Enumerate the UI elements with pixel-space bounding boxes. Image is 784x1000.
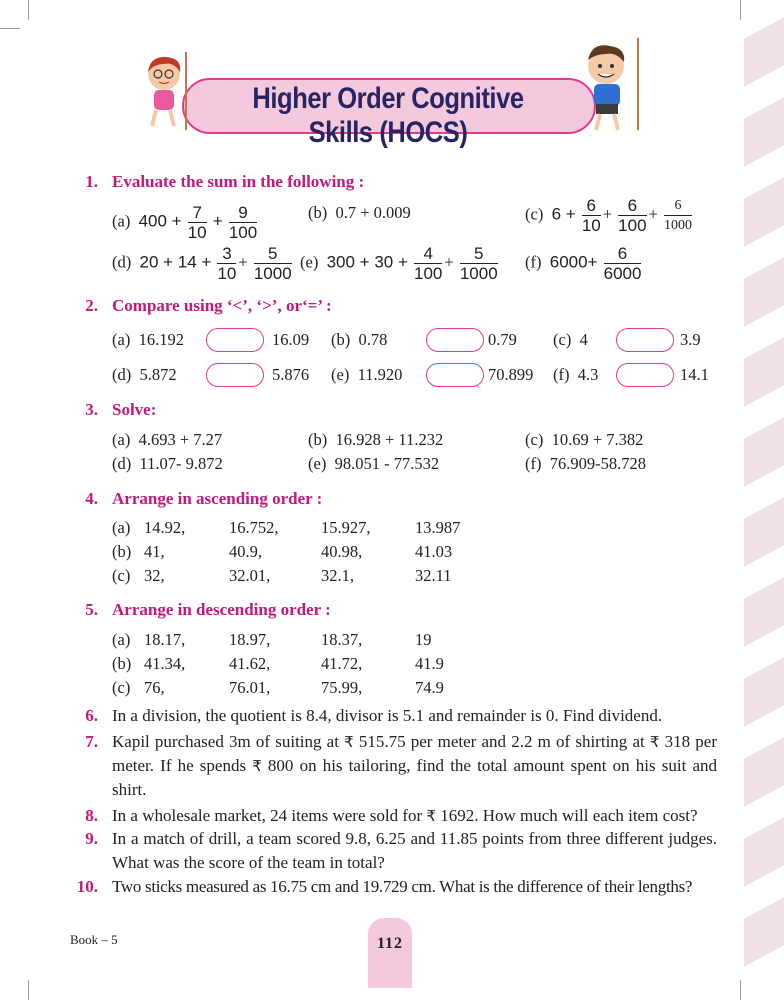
q2-item: (e) 11.920 — [331, 365, 403, 384]
q4-row-label: (b) — [112, 542, 132, 561]
crop-mark — [28, 0, 29, 20]
q4-value: 32.11 — [415, 566, 452, 585]
compare-answer-box[interactable] — [426, 363, 484, 387]
q5-value: 76.01, — [229, 678, 271, 697]
question-text: Two sticks measured as 16.75 cm and 19.729 cm. What is the difference of their lengths? — [112, 877, 693, 896]
q4-value: 41, — [144, 542, 165, 561]
q1-item-a: (a) 400 + $\frac{7}{10}$ + $\frac{9}{100}$ — [112, 203, 258, 242]
q4-row-label: (c) — [112, 566, 131, 585]
question-number: 4. — [85, 489, 98, 508]
q5-value: 18.37, — [321, 630, 363, 649]
question-text: In a wholesale market, 24 items were sold for ₹ 1692. How much will each item cost? — [112, 806, 698, 825]
q1-item-c: (c) 6 + $\frac{6}{10}$ + $\frac{6}{100}$ + $\frac{6}{1000}$ — [525, 196, 692, 235]
question-number: 6. — [85, 706, 98, 725]
q4-value: 14.92, — [144, 518, 186, 537]
question-text: In a division, the quotient is 8.4, divisor is 5.1 and remainder is 0. Find dividend. — [112, 706, 663, 725]
q5-value: 76, — [144, 678, 165, 697]
q5-value: 75.99, — [321, 678, 363, 697]
q2-item: (f) 4.3 — [553, 365, 599, 384]
q5-value: 41.9 — [415, 654, 444, 673]
q3-item: (c) 10.69 + 7.382 — [525, 430, 644, 449]
q1-item-b: (b) 0.7 + 0.009 — [308, 203, 411, 222]
girl-illustration — [138, 52, 196, 132]
question-heading: Evaluate the sum in the following : — [112, 172, 365, 191]
q5-value: 74.9 — [415, 678, 444, 697]
compare-answer-box[interactable] — [616, 363, 674, 387]
question-heading: Solve: — [112, 400, 157, 419]
q5-value: 41.34, — [144, 654, 186, 673]
q4-value: 40.9, — [229, 542, 262, 561]
q1-item-e: (e) 300 + 30 + $\frac{4}{100}$ + $\frac{5}{1000}$ — [300, 244, 498, 283]
q3-item: (f) 76.909-58.728 — [525, 454, 646, 473]
q2-item: (b) 0.78 — [331, 330, 388, 349]
q4-value: 13.987 — [415, 518, 461, 537]
q3-item: (d) 11.07- 9.872 — [112, 454, 223, 473]
q2-right-value: 0.79 — [488, 330, 517, 349]
q5-value: 18.97, — [229, 630, 271, 649]
q5-row-label: (c) — [112, 678, 131, 697]
question-number: 2. — [85, 296, 98, 315]
q5-value: 41.62, — [229, 654, 271, 673]
q3-item: (a) 4.693 + 7.27 — [112, 430, 223, 449]
q4-row-label: (a) — [112, 518, 131, 537]
page-title: Higher Order Cognitive Skills (HOCS) — [252, 82, 524, 149]
question-text: Kapil purchased 3m of suiting at ₹ 515.75 per meter and 2.2 m of shirting at ₹ 318 per meter. If he spends ₹ 800 on his tailoring, find the total amount spent on his suit and shirt. — [112, 732, 717, 799]
compare-answer-box[interactable] — [206, 328, 264, 352]
crop-mark — [28, 980, 29, 1000]
q5-value: 41.72, — [321, 654, 363, 673]
q4-value: 32.01, — [229, 566, 271, 585]
q2-item: (c) 4 — [553, 330, 588, 349]
q4-value: 41.03 — [415, 542, 453, 561]
question-heading: Compare using ‘<’, ‘>’, or‘=’ : — [112, 296, 332, 315]
q3-item: (b) 16.928 + 11.232 — [308, 430, 444, 449]
page-number: 112 — [376, 935, 404, 952]
question-number: 1. — [85, 172, 98, 191]
q4-value: 15.927, — [321, 518, 371, 537]
side-stripes — [744, 0, 784, 1000]
question-heading: Arrange in ascending order : — [112, 489, 323, 508]
q4-value: 32.1, — [321, 566, 354, 585]
q5-row-label: (b) — [112, 654, 132, 673]
compare-answer-box[interactable] — [206, 363, 264, 387]
question-text: In a match of drill, a team scored 9.8, 6.25 and 11.85 points from three different judges. What was the score of the team in total? — [112, 829, 717, 872]
question-number: 8. — [85, 806, 98, 825]
q5-row-label: (a) — [112, 630, 131, 649]
q2-item: (d) 5.872 — [112, 365, 177, 384]
q2-right-value: 14.1 — [680, 365, 709, 384]
crop-mark — [740, 980, 741, 1000]
q4-value: 40.98, — [321, 542, 363, 561]
q4-value: 32, — [144, 566, 165, 585]
crop-mark — [0, 28, 20, 29]
question-number: 3. — [85, 400, 98, 419]
compare-answer-box[interactable] — [426, 328, 484, 352]
q5-value: 18.17, — [144, 630, 186, 649]
q5-value: 19 — [415, 630, 432, 649]
q3-item: (e) 98.051 - 77.532 — [308, 454, 440, 473]
book-label: Book – 5 — [70, 932, 118, 947]
question-heading: Arrange in descending order : — [112, 600, 331, 619]
q1-item-d: (d) 20 + 14 + $\frac{3}{10}$ + $\frac{5}{1000}$ — [112, 244, 292, 283]
q2-right-value: 70.899 — [488, 365, 534, 384]
q2-item: (a) 16.192 — [112, 330, 184, 349]
question-number: 5. — [85, 600, 98, 619]
q2-right-value: 5.876 — [272, 365, 310, 384]
compare-answer-box[interactable] — [616, 328, 674, 352]
crop-mark — [740, 0, 741, 20]
question-number: 9. — [85, 829, 98, 848]
q2-right-value: 3.9 — [680, 330, 701, 349]
question-number: 7. — [85, 732, 98, 751]
question-number: 10. — [76, 877, 98, 896]
boy-illustration — [578, 38, 648, 134]
q2-right-value: 16.09 — [272, 330, 310, 349]
q4-value: 16.752, — [229, 518, 279, 537]
page-number-tab — [368, 918, 412, 988]
q1-item-f: (f) 6000+ $\frac{6}{6000}$ — [525, 244, 642, 283]
